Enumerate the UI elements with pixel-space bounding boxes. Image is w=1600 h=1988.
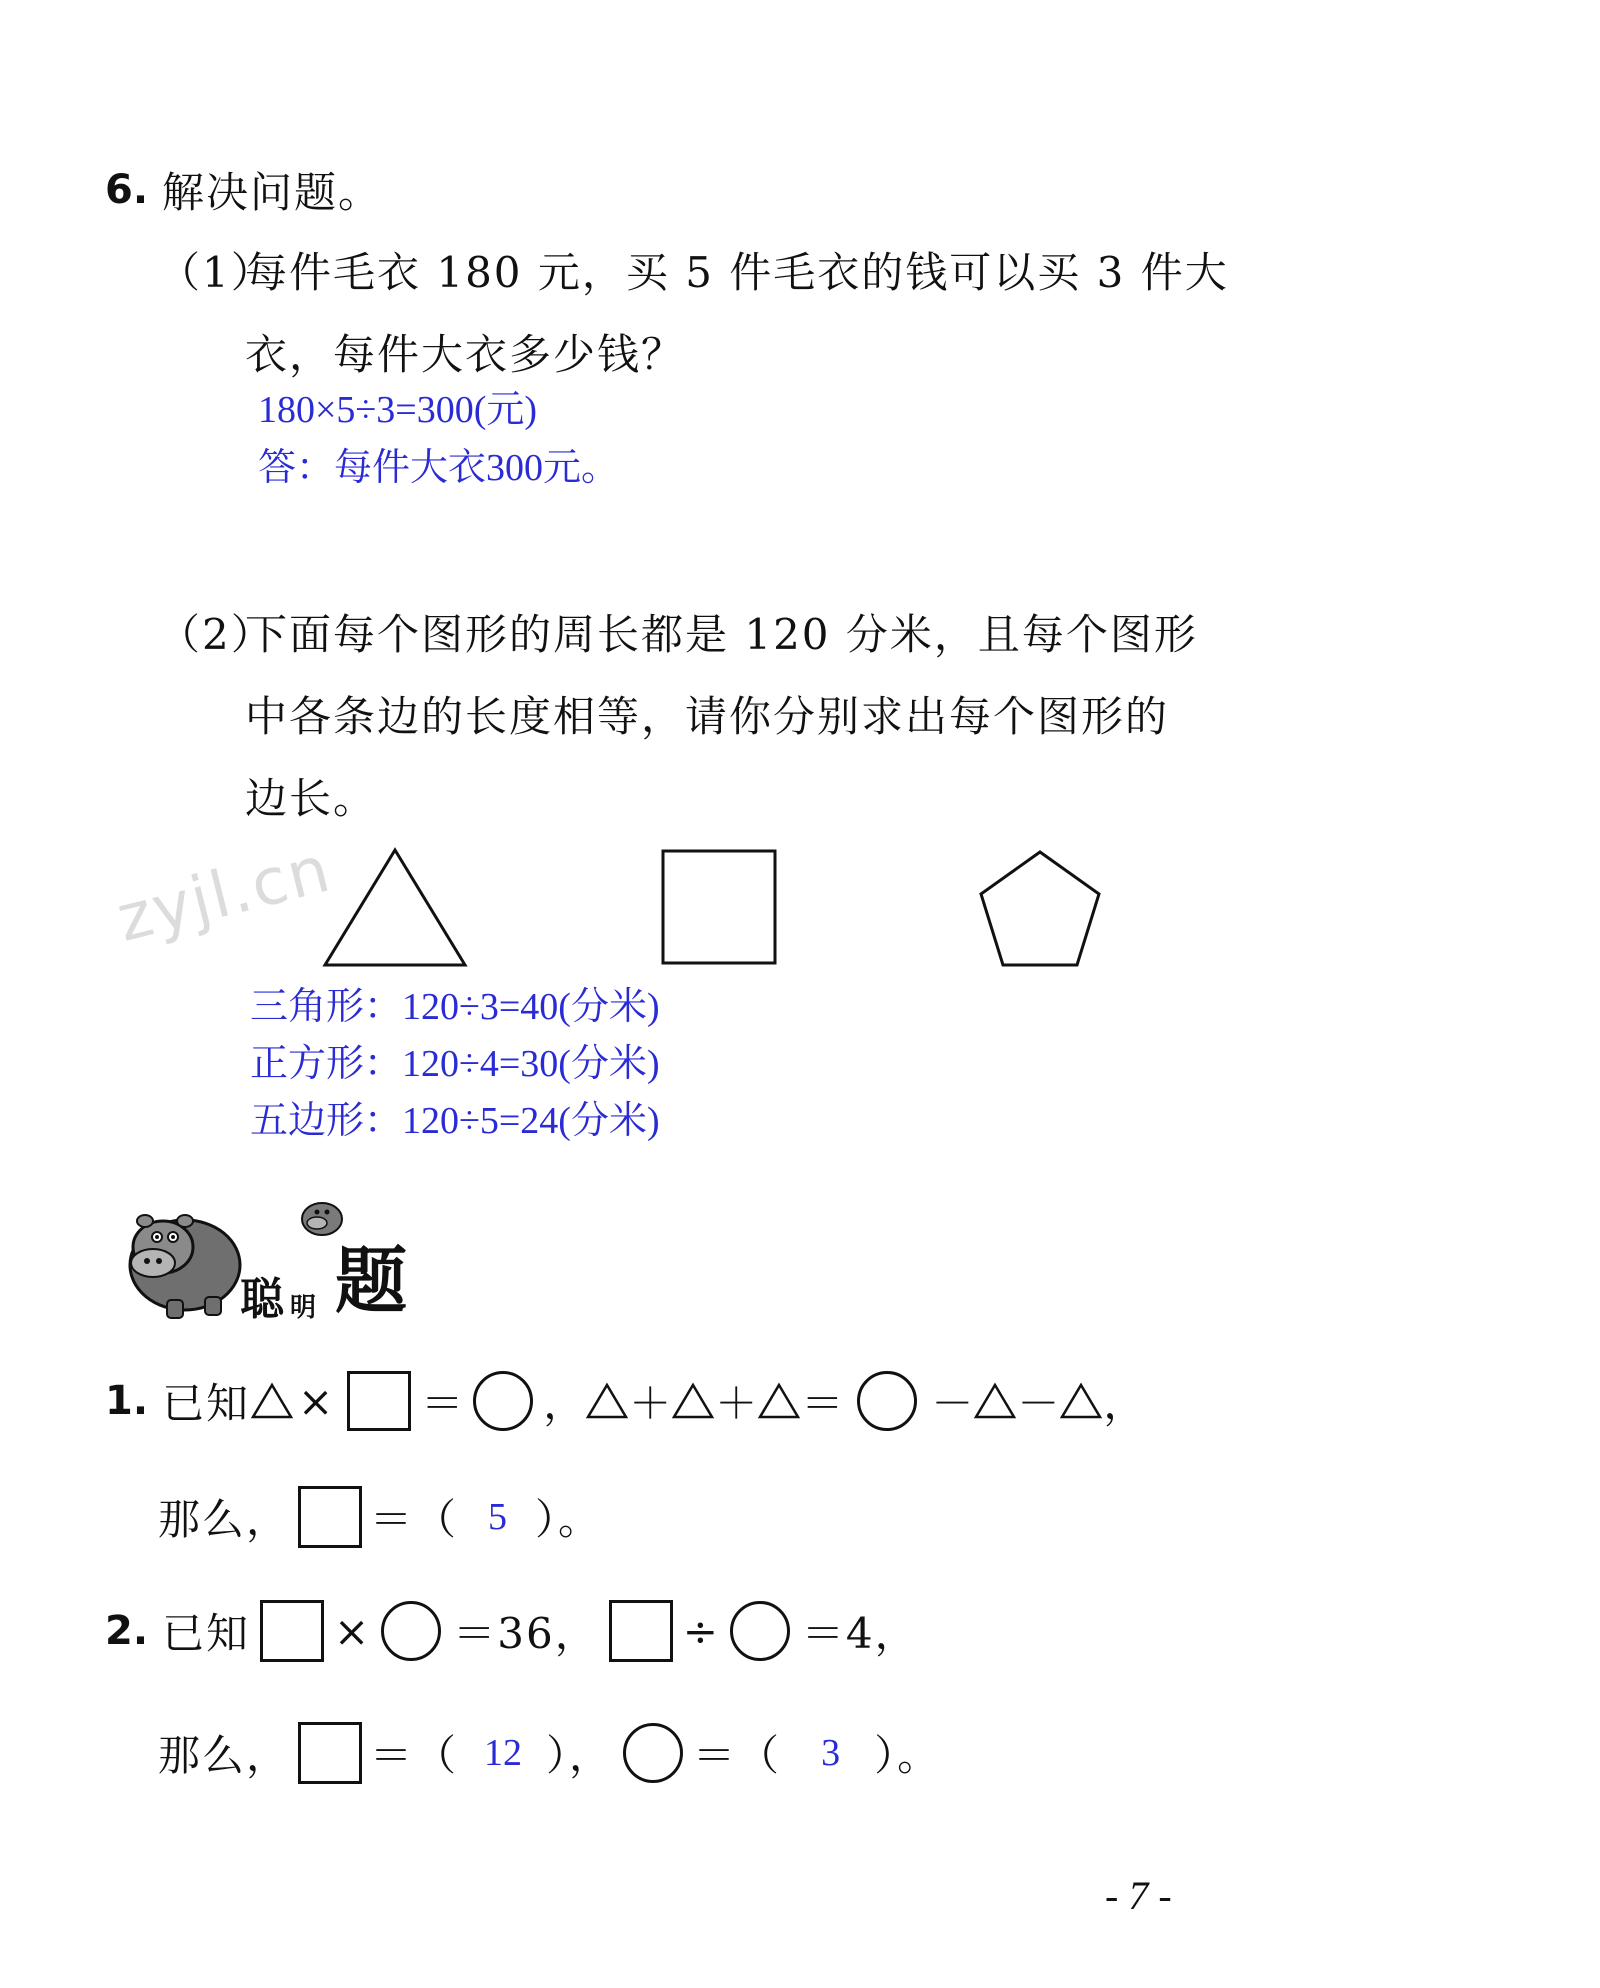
minus-sign: － (931, 1379, 974, 1428)
square-symbol (260, 1600, 324, 1662)
q6-number: 6. (105, 167, 149, 213)
c2-close-comma: ）， (546, 1731, 614, 1780)
c1-line1 (105, 1366, 1145, 1436)
square-symbol (298, 1722, 362, 1784)
c2-answer-circle: 3 (821, 1732, 841, 1774)
c2-close: ）。 (874, 1731, 942, 1780)
c1-eq-open: ＝（ (370, 1495, 459, 1544)
equals-sign: ＝ (801, 1379, 844, 1428)
minus-sign: － (1017, 1379, 1060, 1428)
square-figure (660, 848, 778, 966)
square-symbol (609, 1600, 673, 1662)
circle-symbol (381, 1601, 441, 1661)
triangle-symbol (585, 1381, 629, 1421)
triangle-symbol (671, 1381, 715, 1421)
q6-p2-line1: 下面每个图形的周长都是 120 分米，且每个图形 (245, 610, 1198, 659)
c1-number: 1. (105, 1378, 149, 1424)
q6-p2-answer-square: 正方形：120÷4=30(分米) (250, 1043, 660, 1085)
comma: ， (1103, 1379, 1146, 1428)
c2-line2 (158, 1718, 941, 1788)
circle-symbol (623, 1723, 683, 1783)
times-sign: × (298, 1376, 334, 1426)
q6-p1-answer-text: 答：每件大衣300元。 (258, 447, 620, 489)
circle-symbol (473, 1371, 533, 1431)
section-header (105, 1195, 425, 1325)
c2-number: 2. (105, 1608, 149, 1654)
c2-eq-open-2: ＝（ (693, 1731, 782, 1780)
q6-p1-line1: 每件毛衣 180 元，买 5 件毛衣的钱可以买 3 件大 (245, 248, 1229, 297)
c1-then: 那么， (158, 1495, 291, 1544)
c2-known: 已知 (162, 1609, 251, 1658)
triangle-symbol (1059, 1381, 1103, 1421)
circle-symbol (730, 1601, 790, 1661)
c2-then: 那么， (158, 1731, 291, 1780)
square-symbol (347, 1371, 411, 1431)
q6-title: 解决问题。 (162, 168, 383, 217)
c2-eq-open-1: ＝（ (370, 1731, 459, 1780)
triangle-symbol (250, 1381, 294, 1421)
circle-symbol (857, 1371, 917, 1431)
page-number: - 7 - (1105, 1873, 1172, 1918)
c2-eq36: ＝36， (453, 1609, 599, 1658)
q6-p2-line3: 边长。 (245, 774, 378, 823)
q6-p2-line2: 中各条边的长度相等，请你分别求出每个图形的 (245, 692, 1170, 741)
pentagon-figure (975, 848, 1105, 970)
comma: ， (543, 1379, 586, 1428)
divide-sign: ÷ (682, 1606, 718, 1656)
section-title-char-1: 聪 (240, 1274, 284, 1325)
q6-p2-answer-pentagon: 五边形：120÷5=24(分米) (250, 1100, 660, 1142)
triangle-symbol (757, 1381, 801, 1421)
q6-p1-answer-formula: 180×5÷3=300(元) (258, 389, 538, 431)
triangle-symbol (973, 1381, 1017, 1421)
c1-answer: 5 (488, 1496, 508, 1538)
q6-p1-line2: 衣，每件大衣多少钱？ (245, 330, 686, 379)
hippo-icon (105, 1195, 245, 1320)
c1-close: ）。 (535, 1495, 603, 1544)
plus-sign: ＋ (715, 1379, 758, 1428)
c2-eq4: ＝4， (801, 1609, 919, 1658)
triangle-figure (320, 845, 470, 970)
square-symbol (298, 1486, 362, 1548)
q6-p2-label: （2） (158, 610, 275, 659)
section-title-char-2: 明 (290, 1293, 317, 1323)
c2-answer-square: 12 (484, 1732, 523, 1774)
section-title-char-3: 题 (335, 1239, 408, 1323)
equals-sign: ＝ (421, 1379, 464, 1428)
c2-line1 (105, 1596, 919, 1666)
q6-p2-answer-triangle: 三角形：120÷3=40(分米) (250, 986, 660, 1028)
q6-header (105, 160, 382, 220)
times-sign: × (334, 1606, 370, 1656)
c1-line2 (158, 1482, 602, 1552)
q6-p1-label: （1） (158, 248, 275, 297)
plus-sign: ＋ (629, 1379, 672, 1428)
watermark: zyjl.cn (110, 832, 339, 957)
c1-known: 已知 (162, 1379, 251, 1428)
